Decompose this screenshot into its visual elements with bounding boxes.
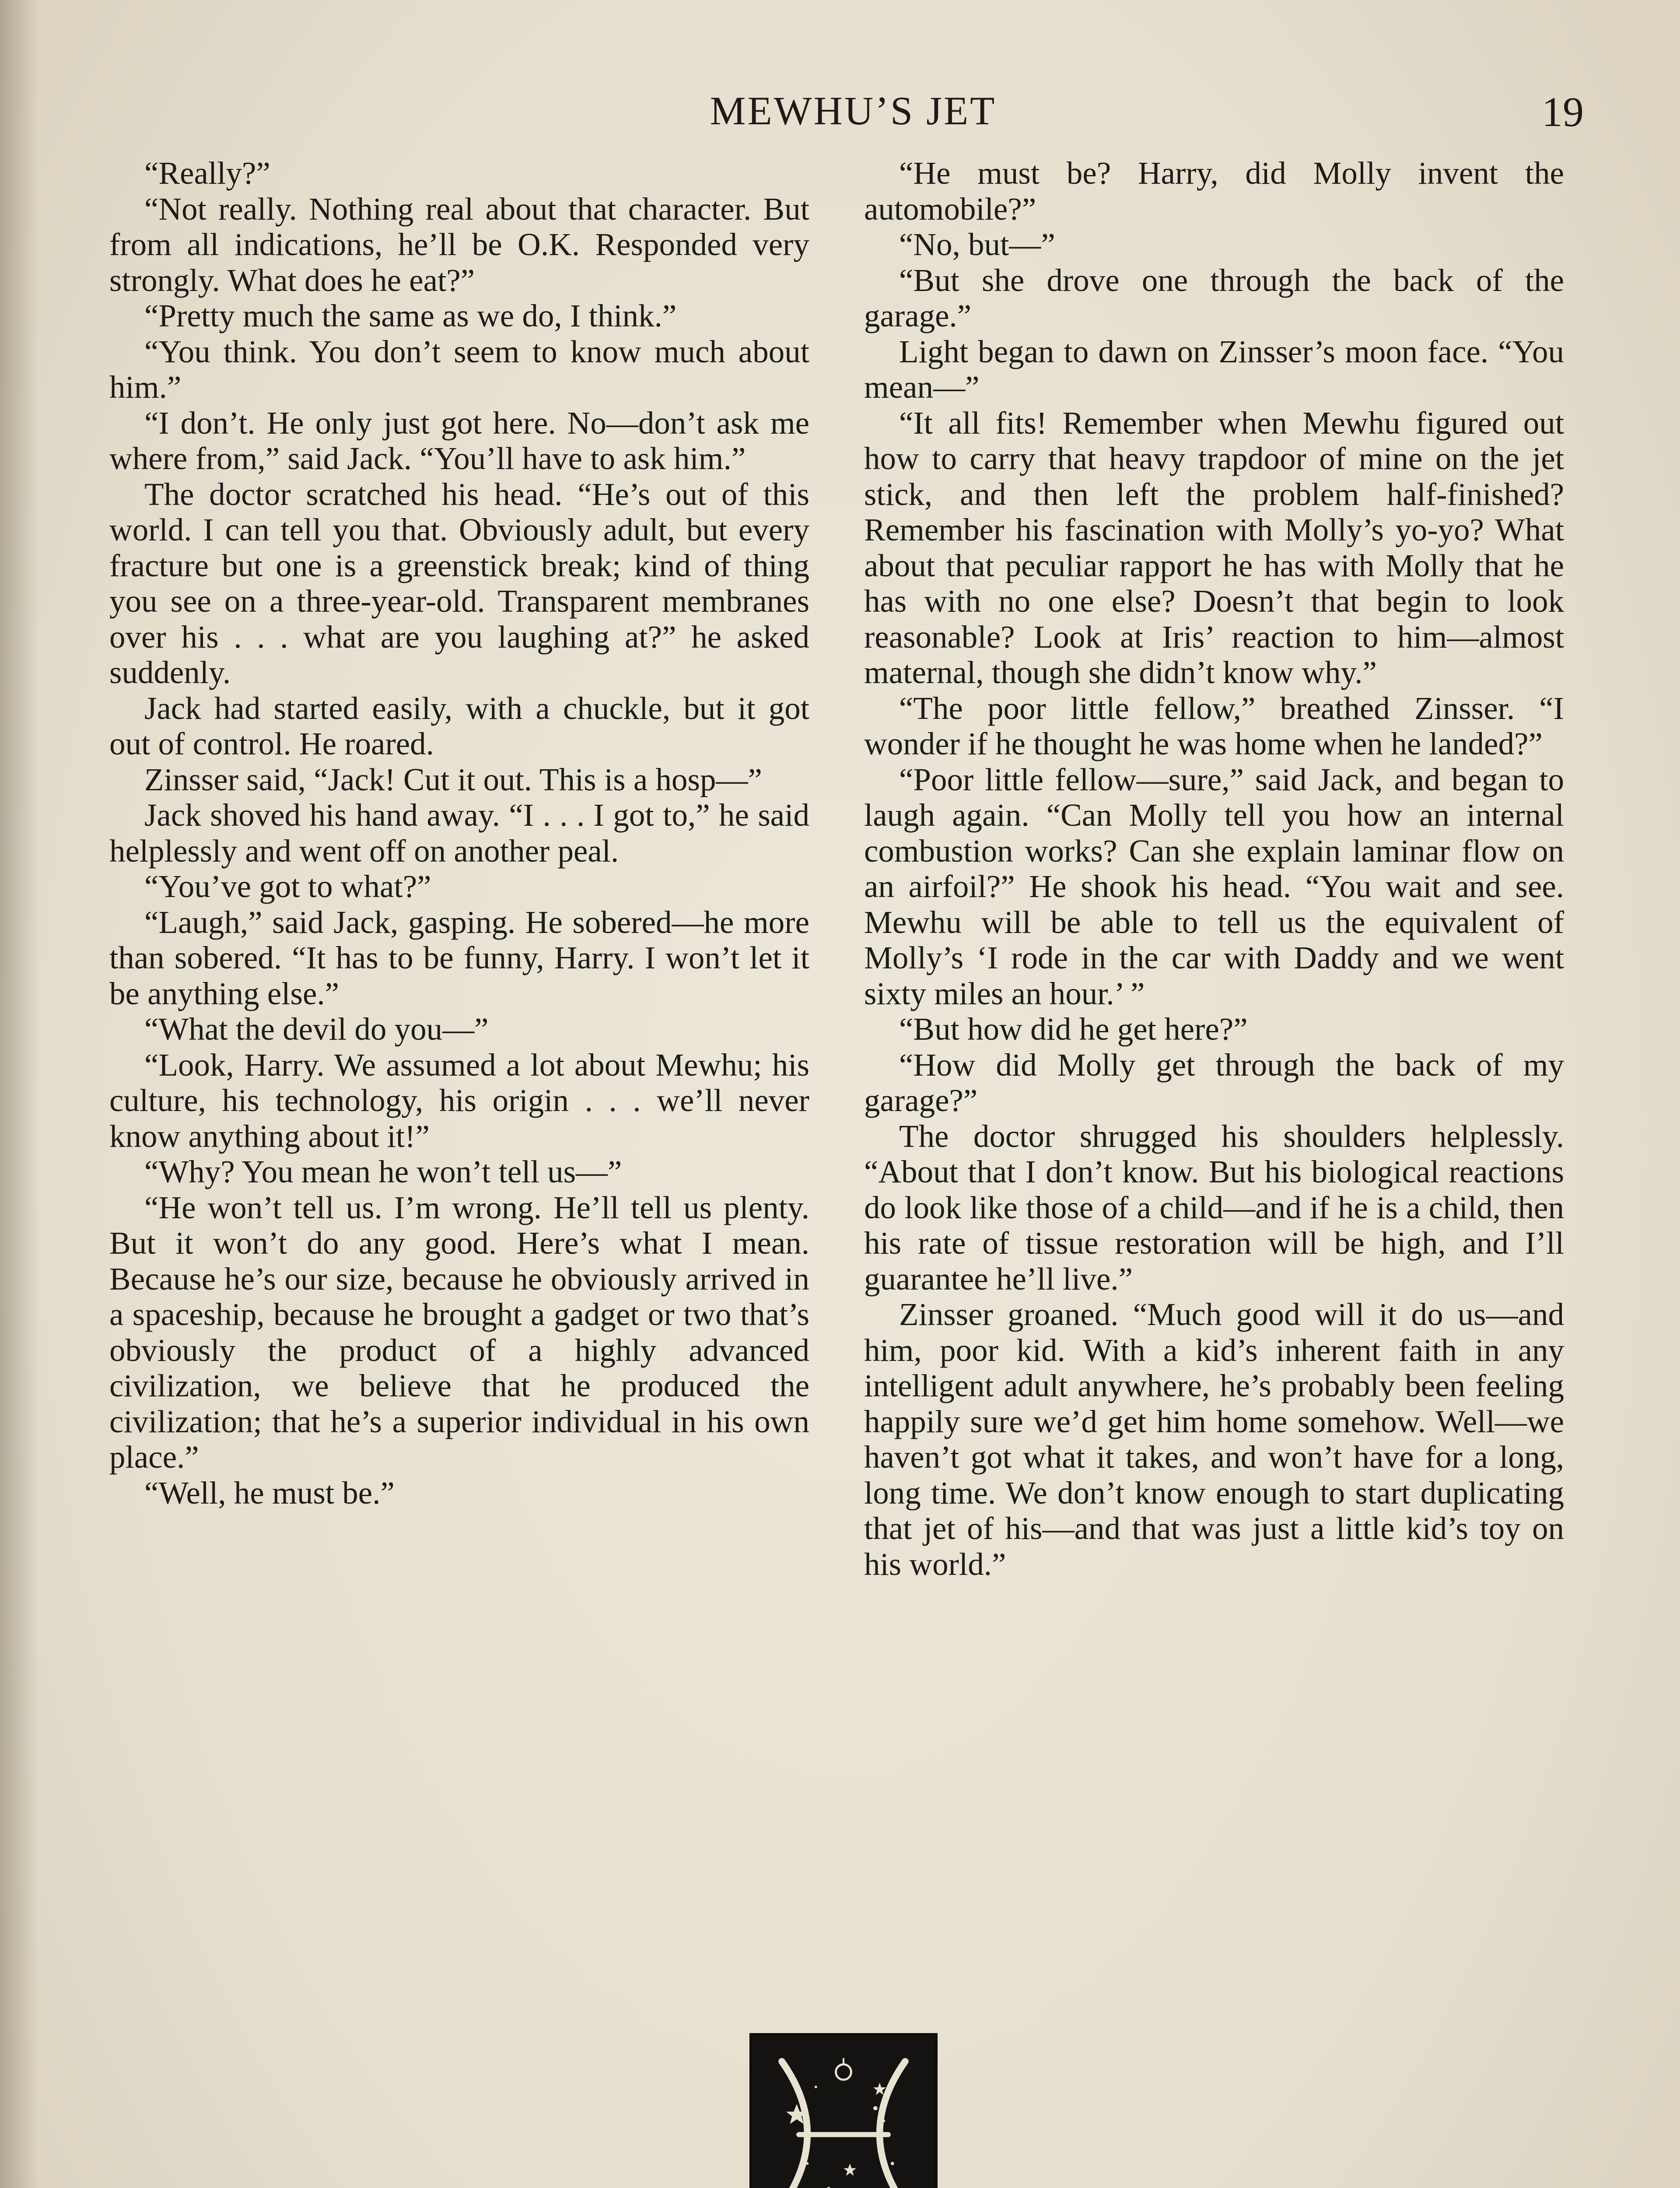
paragraph: “Pretty much the same as we do, I think.” (144, 298, 677, 333)
running-head (0, 83, 1680, 144)
pisces-zodiac-icon (749, 2033, 938, 2188)
paragraph: “You’ve got to what?” (144, 869, 431, 904)
paragraph: “Really?” (144, 155, 270, 191)
paragraph: “You think. You don’t seem to know much about him.” (109, 333, 809, 405)
paragraph: The doctor scratched his head. “He’s out of this world. I can tell you that. Obviously adult, but every fracture but one is a greenstick break; kind of thing you see on a three-year-old. Transparent membranes over his . . . what are you laughing at?” he asked suddenly. (109, 476, 809, 690)
page-number: 19 (1542, 88, 1584, 135)
paragraph: “But how did he get here?” (899, 1011, 1248, 1047)
paragraph: Jack had started easily, with a chuckle, but it got out of control. He roared. (109, 690, 809, 761)
paragraph: “Laugh,” said Jack, gasping. He sobered—he more than sobered. “It has to be funny, Harry. I won’t let it be anything else.” (109, 904, 809, 1011)
paragraph: “Well, he must be.” (144, 1475, 395, 1511)
paragraph: “I don’t. He only just got here. No—don’t ask me where from,” said Jack. “You’ll have to ask him.” (109, 405, 809, 476)
paragraph: Zinsser said, “Jack! Cut it out. This is a hosp—” (144, 761, 762, 797)
paragraph: “Poor little fellow—sure,” said Jack, and began to laugh again. “Can Molly tell you how an internal combustion works? Can she explain laminar flow on an airfoil?” He shook his head. “You wait and see. Mewhu will be able to tell us the equivalent of Molly’s ‘I rode in the car with Daddy and we went sixty miles an hour.’ ” (864, 761, 1564, 1011)
paragraph: “Look, Harry. We assumed a lot about Mewhu; his culture, his technology, his origin . . . we’ll never know anything about it!” (109, 1047, 809, 1154)
paragraph: “Not really. Nothing real about that character. But from all indications, he’ll be O.K. Responded very strongly. What does he eat?” (109, 191, 809, 298)
paragraph: Jack shoved his hand away. “I . . . I got to,” he said helplessly and went off on another peal. (109, 797, 809, 869)
paragraph: “It all fits! Remember when Mewhu figured out how to carry that heavy trapdoor of mine on the jet stick, and then left the problem half-finished? Remember his fascination with Molly’s yo-yo? What about that peculiar rapport he has with Molly that he has with no one else? Doesn’t that begin to look reasonable? Look at Iris’ reaction to him—almost maternal, though she didn’t know why.” (864, 405, 1564, 690)
paragraph: “No, but—” (899, 227, 1055, 262)
paragraph: “What the devil do you—” (144, 1011, 489, 1047)
paragraph: “The poor little fellow,” breathed Zinsser. “I wonder if he thought he was home when he landed?” (864, 690, 1564, 761)
paragraph: Light began to dawn on Zinsser’s moon face. “You mean—” (864, 333, 1564, 405)
paragraph: “How did Molly get through the back of my garage?” (864, 1047, 1564, 1118)
paragraph: The doctor shrugged his shoulders helplessly. “About that I don’t know. But his biological reactions do look like those of a child—and if he is a child, then his rate of tissue restoration will be high, and I’ll guarantee he’ll live.” (864, 1118, 1564, 1297)
left-text-column (109, 155, 809, 1511)
running-title: MEWHU’S JET (710, 88, 997, 133)
paragraph: “He won’t tell us. I’m wrong. He’ll tell us plenty. But it won’t do any good. Here’s what I mean. Because he’s our size, because he obviously arrived in a spaceship, because he brought a gadget or two that’s obviously the product of a highly advanced civilization, we believe that he produced the civilization; that he’s a superior individual in his own place.” (109, 1189, 809, 1475)
paragraph: “He must be? Harry, did Molly invent the automobile?” (864, 155, 1564, 227)
paragraph: “Why? You mean he won’t tell us—” (144, 1154, 622, 1189)
paragraph: “But she drove one through the back of the garage.” (864, 262, 1564, 333)
right-text-column (864, 155, 1564, 1582)
page-fold-shadow (0, 0, 39, 2188)
paragraph: Zinsser groaned. “Much good will it do us—and him, poor kid. With a kid’s inherent faith in any intelligent adult anywhere, he’s probably been feeling happily sure we’d get him home somehow. Well—we haven’t got what it takes, and won’t have for a long, long time. We don’t know enough to start duplicating that jet of his—and that was just a little kid’s toy on his world.” (864, 1297, 1564, 1582)
